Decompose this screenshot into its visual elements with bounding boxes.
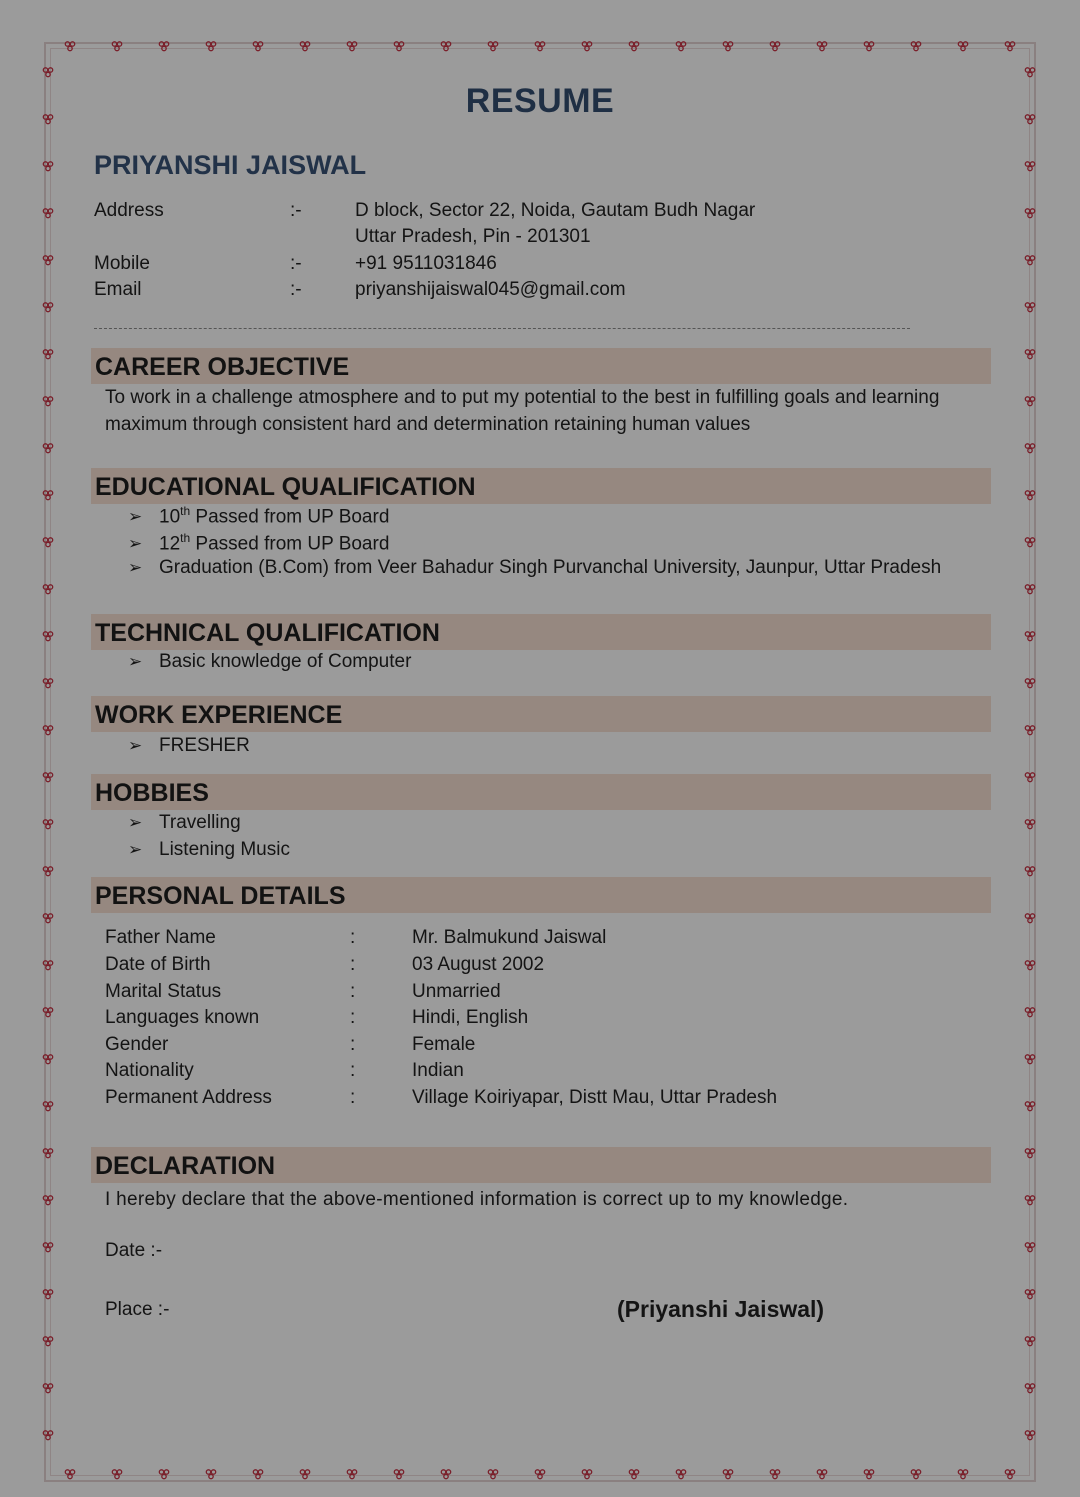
- floral-ornament-icon: [534, 1468, 546, 1480]
- floral-ornament-icon: [42, 630, 54, 642]
- list-item: [128, 651, 411, 673]
- floral-ornament-icon: [1004, 40, 1016, 52]
- arrow-bullet-icon: ➢: [128, 507, 143, 527]
- hobby-item: Travelling: [159, 812, 241, 833]
- floral-ornament-icon: [42, 1429, 54, 1441]
- list-item: [128, 557, 941, 579]
- floral-ornament-icon: [42, 254, 54, 266]
- floral-ornament-icon: [863, 40, 875, 52]
- floral-ornament-icon: [1024, 865, 1036, 877]
- floral-ornament-icon: [1024, 442, 1036, 454]
- floral-ornament-icon: [393, 40, 405, 52]
- floral-ornament-icon: [42, 442, 54, 454]
- floral-ornament-icon: [42, 1053, 54, 1065]
- personal-separator: :: [350, 1060, 356, 1081]
- technical-item: Basic knowledge of Computer: [159, 651, 412, 672]
- edu-num: 10: [159, 506, 181, 528]
- floral-ornament-icon: [1024, 912, 1036, 924]
- floral-ornament-icon: [1024, 1288, 1036, 1300]
- edu-sup: th: [180, 504, 191, 518]
- personal-label: Date of Birth: [105, 954, 211, 975]
- personal-value: Indian: [412, 1060, 464, 1081]
- career-objective-text: To work in a challenge atmosphere and to put my potential to the best in fulfilling goals and learning maximum through consistent hard and determination retaining human values: [105, 387, 940, 435]
- floral-ornament-icon: [299, 1468, 311, 1480]
- list-item: [128, 735, 250, 757]
- divider: [94, 328, 910, 329]
- floral-ornament-icon: [1024, 771, 1036, 783]
- floral-ornament-icon: [42, 912, 54, 924]
- floral-ornament-icon: [42, 1100, 54, 1112]
- floral-ornament-icon: [1024, 536, 1036, 548]
- declaration-text: I hereby declare that the above-mentioned information is correct up to my knowledge.: [105, 1189, 849, 1210]
- floral-ornament-icon: [42, 1006, 54, 1018]
- floral-ornament-icon: [1024, 1335, 1036, 1347]
- personal-label: Father Name: [105, 927, 216, 948]
- floral-ornament-icon: [42, 489, 54, 501]
- edu-text: Passed from UP Board: [190, 506, 390, 528]
- floral-ornament-icon: [158, 1468, 170, 1480]
- edu-text: Passed from UP Board: [190, 533, 390, 555]
- floral-ornament-icon: [957, 1468, 969, 1480]
- floral-ornament-icon: [1024, 1241, 1036, 1253]
- personal-separator: :: [350, 1087, 356, 1108]
- list-item: [128, 839, 290, 861]
- personal-label: Languages known: [105, 1007, 260, 1028]
- personal-separator: :: [350, 1007, 356, 1028]
- floral-ornament-icon: [42, 536, 54, 548]
- personal-label: Gender: [105, 1034, 169, 1055]
- floral-ornament-icon: [1024, 301, 1036, 313]
- floral-ornament-icon: [1024, 1194, 1036, 1206]
- floral-ornament-icon: [910, 40, 922, 52]
- floral-ornament-icon: [1024, 348, 1036, 360]
- floral-ornament-icon: [252, 1468, 264, 1480]
- floral-ornament-icon: [1024, 1100, 1036, 1112]
- floral-ornament-icon: [487, 40, 499, 52]
- floral-ornament-icon: [252, 40, 264, 52]
- date-label: Date :-: [105, 1240, 163, 1261]
- arrow-bullet-icon: ➢: [128, 840, 143, 859]
- personal-label: Permanent Address: [105, 1087, 272, 1108]
- personal-separator: :: [350, 954, 356, 975]
- contact-separator: :-: [290, 200, 302, 221]
- contact-separator: :-: [290, 253, 302, 274]
- contact-label: Address: [94, 200, 164, 221]
- list-item: [128, 504, 389, 528]
- floral-ornament-icon: [675, 40, 687, 52]
- floral-ornament-icon: [628, 1468, 640, 1480]
- floral-ornament-icon: [1024, 1006, 1036, 1018]
- floral-ornament-icon: [1004, 1468, 1016, 1480]
- floral-ornament-icon: [158, 40, 170, 52]
- floral-ornament-icon: [42, 865, 54, 877]
- floral-ornament-icon: [1024, 489, 1036, 501]
- personal-value: Village Koiriyapar, Distt Mau, Uttar Pradesh: [412, 1087, 778, 1108]
- contact-label: Mobile: [94, 253, 150, 274]
- floral-ornament-icon: [816, 1468, 828, 1480]
- arrow-bullet-icon: ➢: [128, 652, 143, 671]
- floral-ornament-icon: [1024, 724, 1036, 736]
- floral-ornament-icon: [42, 66, 54, 78]
- place-label: Place :-: [105, 1299, 170, 1320]
- list-item: [128, 531, 389, 555]
- floral-ornament-icon: [863, 1468, 875, 1480]
- floral-ornament-icon: [64, 1468, 76, 1480]
- floral-ornament-icon: [534, 40, 546, 52]
- floral-ornament-icon: [487, 1468, 499, 1480]
- floral-ornament-icon: [769, 1468, 781, 1480]
- floral-ornament-icon: [957, 40, 969, 52]
- floral-ornament-icon: [42, 959, 54, 971]
- arrow-bullet-icon: ➢: [128, 534, 143, 554]
- floral-ornament-icon: [628, 40, 640, 52]
- contact-value: Uttar Pradesh, Pin - 201301: [355, 226, 591, 247]
- floral-ornament-icon: [42, 771, 54, 783]
- personal-separator: :: [350, 981, 356, 1002]
- signature-name: (Priyanshi Jaiswal): [617, 1296, 825, 1322]
- floral-ornament-icon: [1024, 160, 1036, 172]
- floral-ornament-icon: [393, 1468, 405, 1480]
- floral-ornament-icon: [1024, 1382, 1036, 1394]
- floral-ornament-icon: [42, 1382, 54, 1394]
- floral-ornament-icon: [42, 301, 54, 313]
- floral-ornament-icon: [675, 1468, 687, 1480]
- personal-value: Female: [412, 1034, 476, 1055]
- floral-ornament-icon: [111, 40, 123, 52]
- personal-separator: :: [350, 1034, 356, 1055]
- floral-ornament-icon: [1024, 677, 1036, 689]
- hobby-item: Listening Music: [159, 839, 290, 860]
- floral-ornament-icon: [1024, 66, 1036, 78]
- floral-ornament-icon: [1024, 630, 1036, 642]
- floral-ornament-icon: [42, 207, 54, 219]
- edu-sup: th: [180, 531, 191, 545]
- floral-ornament-icon: [816, 40, 828, 52]
- floral-ornament-icon: [1024, 1147, 1036, 1159]
- floral-ornament-icon: [346, 1468, 358, 1480]
- floral-ornament-icon: [111, 1468, 123, 1480]
- personal-label: Marital Status: [105, 981, 222, 1002]
- edu-text: Graduation (B.Com) from Veer Bahadur Singh Purvanchal University, Jaunpur, Uttar Pradesh: [159, 557, 942, 578]
- floral-ornament-icon: [910, 1468, 922, 1480]
- personal-value: Unmarried: [412, 981, 501, 1002]
- floral-ornament-icon: [42, 724, 54, 736]
- floral-ornament-icon: [1024, 254, 1036, 266]
- floral-ornament-icon: [581, 1468, 593, 1480]
- personal-label: Nationality: [105, 1060, 194, 1081]
- personal-separator: :: [350, 927, 356, 948]
- section-hobbies: HOBBIES: [91, 774, 991, 810]
- floral-ornament-icon: [42, 395, 54, 407]
- list-item: [128, 812, 241, 834]
- floral-ornament-icon: [299, 40, 311, 52]
- floral-ornament-icon: [205, 1468, 217, 1480]
- floral-ornament-icon: [769, 40, 781, 52]
- floral-ornament-icon: [1024, 583, 1036, 595]
- floral-ornament-icon: [722, 1468, 734, 1480]
- floral-ornament-icon: [42, 1335, 54, 1347]
- floral-ornament-icon: [1024, 207, 1036, 219]
- floral-ornament-icon: [42, 1241, 54, 1253]
- section-declaration: DECLARATION: [91, 1147, 991, 1183]
- candidate-name: PRIYANSHI JAISWAL: [94, 150, 367, 180]
- section-technical: TECHNICAL QUALIFICATION: [91, 614, 991, 650]
- personal-value: Mr. Balmukund Jaiswal: [412, 927, 607, 948]
- contact-separator: :-: [290, 279, 302, 300]
- personal-value: Hindi, English: [412, 1007, 529, 1028]
- personal-value: 03 August 2002: [412, 954, 545, 975]
- floral-ornament-icon: [205, 40, 217, 52]
- arrow-bullet-icon: ➢: [128, 558, 143, 577]
- floral-ornament-icon: [1024, 1053, 1036, 1065]
- section-work-experience: WORK EXPERIENCE: [91, 696, 991, 732]
- contact-label: Email: [94, 279, 142, 300]
- floral-ornament-icon: [1024, 959, 1036, 971]
- arrow-bullet-icon: ➢: [128, 736, 143, 755]
- floral-ornament-icon: [440, 40, 452, 52]
- edu-num: 12: [159, 533, 181, 555]
- floral-ornament-icon: [42, 1147, 54, 1159]
- resume-title: RESUME: [465, 82, 615, 120]
- floral-ornament-icon: [64, 40, 76, 52]
- floral-ornament-icon: [42, 1288, 54, 1300]
- arrow-bullet-icon: ➢: [128, 813, 143, 832]
- floral-ornament-icon: [42, 818, 54, 830]
- floral-ornament-icon: [42, 677, 54, 689]
- contact-value: D block, Sector 22, Noida, Gautam Budh Nagar: [355, 200, 756, 221]
- floral-ornament-icon: [440, 1468, 452, 1480]
- email-link[interactable]: priyanshijaiswal045@gmail.com: [355, 279, 626, 300]
- work-item: FRESHER: [159, 735, 250, 756]
- floral-ornament-icon: [42, 160, 54, 172]
- contact-value: +91 9511031846: [355, 253, 497, 274]
- floral-ornament-icon: [581, 40, 593, 52]
- floral-ornament-icon: [42, 348, 54, 360]
- floral-ornament-icon: [346, 40, 358, 52]
- page-border-inner: [50, 48, 1030, 1476]
- floral-ornament-icon: [1024, 818, 1036, 830]
- section-education: EDUCATIONAL QUALIFICATION: [91, 468, 991, 504]
- floral-ornament-icon: [1024, 1429, 1036, 1441]
- floral-ornament-icon: [42, 1194, 54, 1206]
- floral-ornament-icon: [722, 40, 734, 52]
- section-personal-details: PERSONAL DETAILS: [91, 877, 991, 913]
- floral-ornament-icon: [1024, 395, 1036, 407]
- section-career-objective: CAREER OBJECTIVE: [91, 348, 991, 384]
- floral-ornament-icon: [42, 583, 54, 595]
